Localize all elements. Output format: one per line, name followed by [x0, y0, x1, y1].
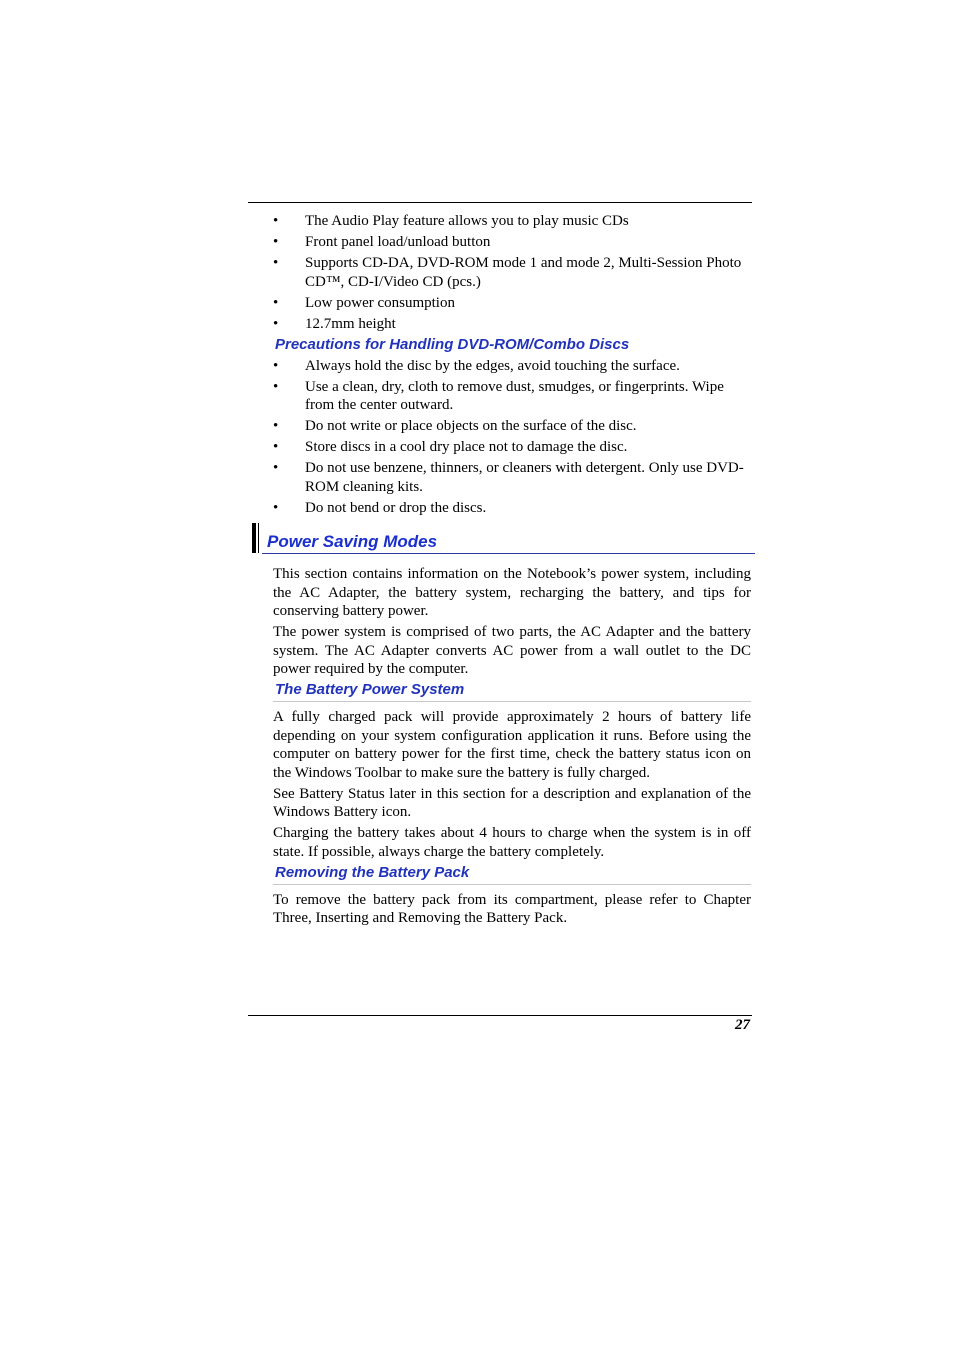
list-item: • The Audio Play feature allows you to play music CDs: [273, 213, 629, 229]
list-item: • Do not write or place objects on the surface of the disc.: [273, 418, 637, 434]
section-marker-icon: [252, 523, 259, 553]
page-content: [267, 212, 751, 930]
battery-system-heading: The Battery Power System: [273, 681, 751, 702]
precautions-heading: Precautions for Handling DVD-ROM/Combo Discs: [275, 335, 630, 353]
bullet-icon: •: [273, 255, 279, 271]
bullet-icon: •: [273, 357, 279, 374]
bullet-icon: •: [273, 460, 279, 476]
paragraph: See Battery Status later in this section for a description and explanation of the Windows Battery icon.: [273, 785, 751, 820]
list-item: • Front panel load/unload button: [273, 234, 491, 250]
list-item: • Low power consumption: [273, 294, 455, 311]
list-item: • 12.7mm height: [273, 315, 396, 332]
section-rule: [262, 553, 755, 554]
paragraph: A fully charged pack will provide approximately 2 hours of battery life depending on your system configuration application it runs. Before using the computer on battery power for the first time, check the battery status icon on the Windows Toolbar to make sure the battery is fully charged.: [273, 709, 751, 781]
bullet-icon: •: [273, 294, 279, 311]
page-number: 27: [735, 1017, 750, 1033]
section-title: Power Saving Modes: [267, 532, 438, 551]
bullet-icon: •: [273, 499, 279, 516]
list-item: • Supports CD-DA, DVD-ROM mode 1 and mode 2, Multi-Session Photo CD™, CD-I/Video CD (pcs.): [273, 255, 742, 290]
bullet-icon: •: [273, 378, 279, 395]
footer-rule: [248, 1015, 752, 1016]
bullet-icon: •: [273, 213, 279, 229]
header-rule: [248, 202, 752, 203]
paragraph: To remove the battery pack from its compartment, please refer to Chapter Three, Inserting and Removing the Battery Pack.: [273, 891, 751, 926]
bullet-icon: •: [273, 439, 279, 455]
bullet-icon: •: [273, 234, 279, 250]
list-item: • Use a clean, dry, cloth to remove dust, smudges, or fingerprints. Wipe from the center outward.: [273, 378, 724, 413]
bullet-icon: •: [273, 418, 279, 434]
precautions-list: [273, 357, 751, 518]
list-item: • Do not bend or drop the discs.: [273, 499, 487, 516]
list-item: • Always hold the disc by the edges, avoid touching the surface.: [273, 357, 680, 374]
removing-battery-heading: Removing the Battery Pack: [273, 864, 751, 885]
feature-list: [273, 212, 751, 333]
list-item: • Store discs in a cool dry place not to damage the disc.: [273, 439, 628, 455]
list-item: • Do not use benzene, thinners, or cleaners with detergent. Only use DVD-ROM cleaning kits.: [273, 460, 744, 495]
paragraph: This section contains information on the Notebook’s power system, including the AC Adapter, the battery system, recharging the battery, and tips for conserving battery power.: [273, 566, 751, 619]
power-saving-section-header: [251, 523, 751, 553]
bullet-icon: •: [273, 315, 279, 332]
paragraph: Charging the battery takes about 4 hours to charge when the system is in off state. If possible, always charge the battery completely.: [273, 825, 751, 860]
paragraph: The power system is comprised of two parts, the AC Adapter and the battery system. The AC Adapter converts AC power from a wall outlet to the DC power required by the computer.: [273, 624, 751, 677]
